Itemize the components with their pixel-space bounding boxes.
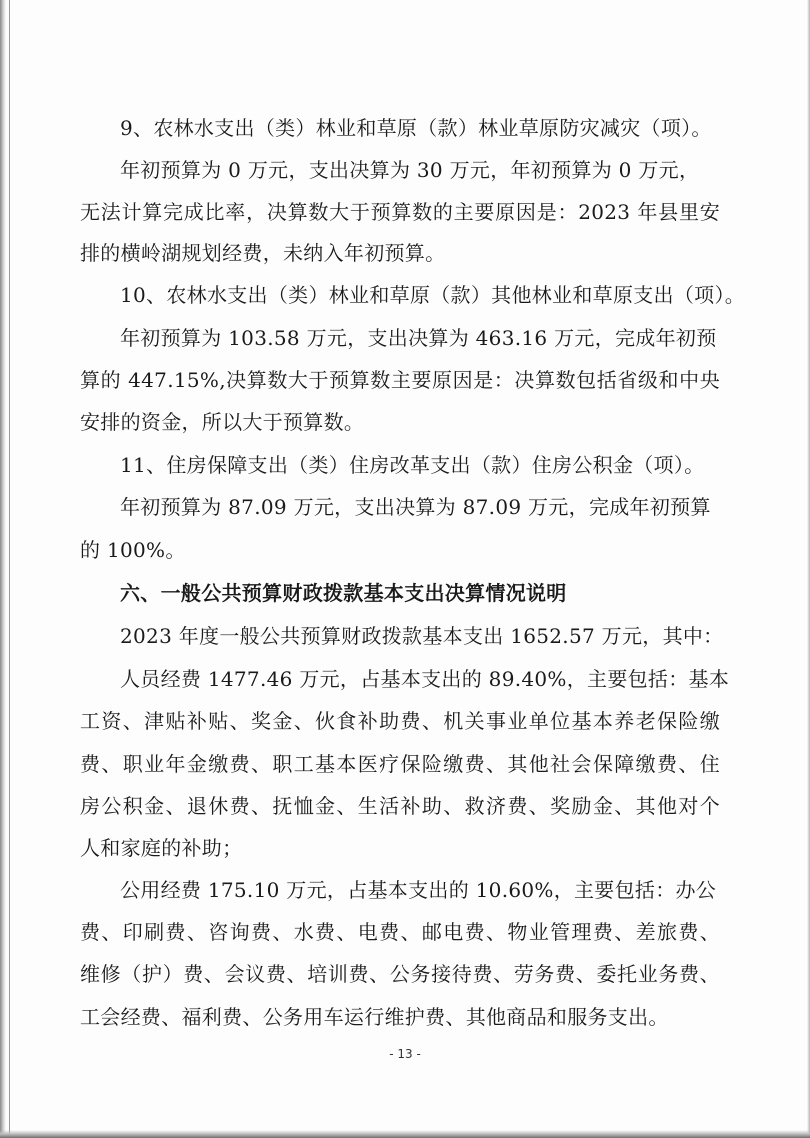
scan-edge-bottom [0,1130,810,1138]
item-9-heading: 9、农林水支出（类）林业和草原（款）林业草原防灾减灾（项）。 [120,116,712,140]
personnel-expense-line-3: 费、职业年金缴费、职工基本医疗保险缴费、其他社会保障缴费、住 [80,752,720,776]
public-expense-line-2: 费、印刷费、咨询费、水费、电费、邮电费、物业管理费、差旅费、 [80,920,720,944]
item-10-body-line-3: 安排的资金，所以大于预算数。 [80,410,365,434]
scan-edge-line [9,0,10,1138]
personnel-expense-line-5: 人和家庭的补助； [80,836,243,860]
personnel-expense-line-1: 人员经费 1477.46 万元，占基本支出的 89.40%，主要包括：基本 [120,667,730,691]
public-expense-line-1: 公用经费 175.10 万元，占基本支出的 10.60%，主要包括：办公 [120,878,717,902]
item-9-body-line-2: 无法计算完成比率，决算数大于预算数的主要原因是：2023 年县里安 [80,200,720,224]
personnel-expense-line-2: 工资、津贴补贴、奖金、伙食补助费、机关事业单位基本养老保险缴 [80,709,720,733]
page-number: - 13 - [389,1047,421,1061]
section-six-title: 六、一般公共预算财政拨款基本支出决算情况说明 [120,581,567,605]
item-10-body-line-1: 年初预算为 103.58 万元，支出决算为 463.16 万元，完成年初预 [120,326,717,350]
public-expense-line-3: 维修（护）费、会议费、培训费、公务接待费、劳务费、委托业务费、 [80,962,720,986]
item-11-heading: 11、住房保障支出（类）住房改革支出（款）住房公积金（项）。 [120,453,705,477]
item-10-heading: 10、农林水支出（类）林业和草原（款）其他林业和草原支出（项）。 [120,283,746,307]
item-10-body-line-2: 算的 447.15%,决算数大于预算数主要原因是：决算数包括省级和中央 [80,368,720,392]
basic-expenditure-summary: 2023 年度一般公共预算财政拨款基本支出 1652.57 万元，其中： [120,624,724,648]
item-9-body-line-1: 年初预算为 0 万元，支出决算为 30 万元，年初预算为 0 万元， [120,158,700,182]
item-9-body-line-3: 排的横岭湖规划经费，未纳入年初预算。 [80,241,446,265]
item-11-body-line-2: 的 100%。 [80,538,186,562]
public-expense-line-4: 工会经费、福利费、公务用车运行维护费、其他商品和服务支出。 [80,1005,669,1029]
scan-edge-left [0,0,6,1138]
personnel-expense-line-4: 房公积金、退休费、抚恤金、生活补助、救济费、奖励金、其他对个 [80,794,720,818]
item-11-body-line-1: 年初预算为 87.09 万元，支出决算为 87.09 万元，完成年初预算 [120,495,711,519]
